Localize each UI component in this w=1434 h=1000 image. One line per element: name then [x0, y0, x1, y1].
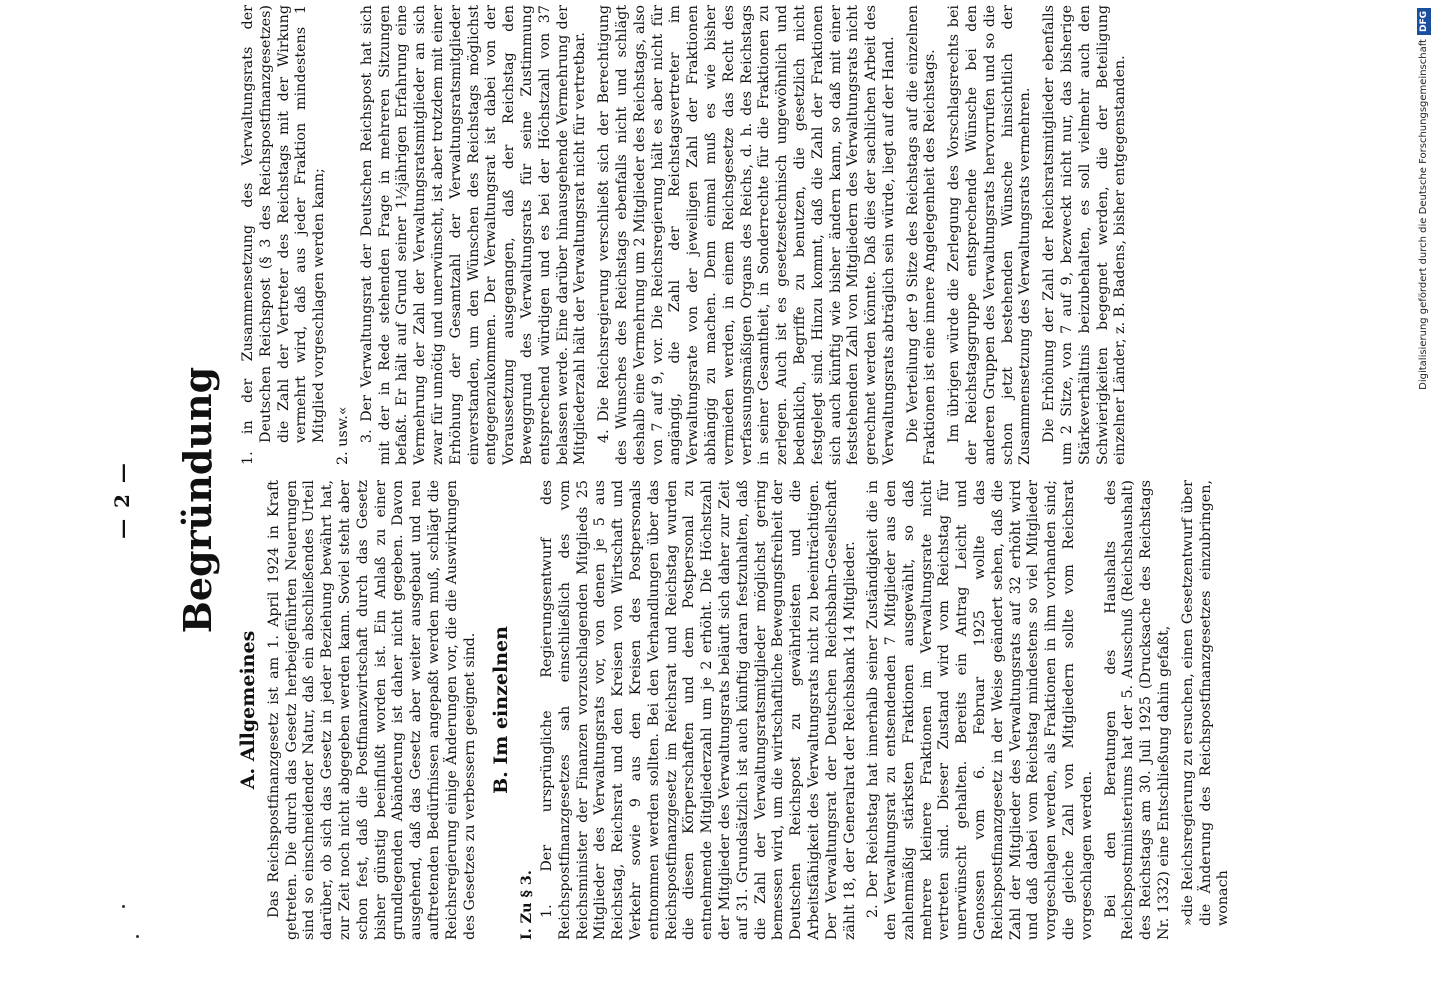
- page-number: — 2 —: [110, 461, 134, 539]
- section-a-paragraph: Das Reichspostfinanzgesetz ist am 1. April 1924 in Kraft getreten. Die durch das Gesetz herbeigeführten Neuerungen sind so einschneidender Natur, daß ein abschließendes Urteil darüber, ob sich das Gesetz in jeder Beziehung bewährt hat, zur Zeit noch nicht abgegeben werden kann. Soviel steht aber schon fest, daß die Postfinanzwirtschaft durch das Gesetz bisher günstig beeinflußt worden ist. Ein Anlaß zu einer grundlegenden Abänderung ist daher nicht gegeben. Davon ausgehend, daß das Gesetz aber weiter ausgebaut und neu auftretenden Bedürfnissen angepaßt werden muß, schlägt die Reichsregierung einige Änderungen vor, die die Auswirkungen des Gesetzes zu verbessern geeignet sind.: [265, 480, 478, 940]
- section-b-subheading: I. Zu § 3.: [519, 870, 536, 940]
- dfg-logo: DFG: [1417, 8, 1431, 35]
- credit-text: Digitalisierung gefördert durch die Deutsche Forschungsgemeinschaft: [1418, 39, 1429, 390]
- right-paragraph-7: Die Erhöhung der Zahl der Reichsratsmitglieder ebenfalls um 2 Sitze, von 7 auf 9, bezweckt nicht nur, das bisherige Stärkeverhältnis beizubehalten, es soll vielmehr auch den Schwierigkeiten begegnet werden, die der Beteiligung einzelner Länder, z. B. Badens, bisher entgegenstanden.: [1041, 5, 1129, 465]
- right-paragraph-6: Im übrigen würde die Zerlegung des Vorschlagsrechts bei der Reichstagsgruppe entsprechende Wünsche bei den anderen Gruppen des Verwaltungsrats hervorrufen und so die schon jetzt bestehenden Wünsche hinsichtlich der Zusammensetzung des Verwaltungsrats vermehren.: [946, 5, 1034, 465]
- section-b-title: B. Im einzelnen: [490, 626, 513, 794]
- digitization-sidebar: [1410, 8, 1432, 998]
- left-column: [237, 480, 1239, 940]
- digitization-credit: [1413, 8, 1434, 988]
- scan-speck: [122, 905, 125, 908]
- quote-item-2: 2. usw.«: [334, 406, 351, 465]
- section-a-title: A. Allgemeines: [237, 630, 259, 790]
- section-b-paragraph-2: 2. Der Reichstag hat innerhalb seiner Zuständigkeit die in den Verwaltungsrat zu entsendenden 7 Mitglieder aus den zahlenmäßig stärksten Fraktionen ausgewählt, so daß mehrere kleinere Fraktionen im Verwaltungsrate nicht vertreten sind. Dieser Zustand wird vom Reichstag für unerwünscht gehalten. Bereits ein Antrag Leicht und Genossen vom 6. Februar 1925 wollte das Reichspostfinanzgesetz in der Weise geändert sehen, daß die Zahl der Mitglieder des Verwaltungsrats auf 32 erhöht wird und daß dabei vom Reichstag mindestens so viel Mitglieder vorgeschlagen werden, als Fraktionen in ihm vorhanden sind; die gleiche Zahl von Mitgliedern sollte vom Reichsrat vorgeschlagen werden.: [865, 480, 1095, 940]
- document-page: [10, 0, 1390, 1000]
- section-b-paragraph-1: 1. Der ursprüngliche Regierungsentwurf des Reichspostfinanzgesetzes sah einschließlich des vom Reichsminister der Finanzen vorzuschlagenden Mitglieds 25 Mitglieder des Verwaltungsrats vor, von denen je 5 aus Reichstag, Reichsrat und den Kreisen von Wirtschaft und Verkehr sowie 9 aus den Kreisen des Postpersonals entnommen werden sollten. Bei den Verhandlungen über das Reichspostfinanzgesetz im Reichsrat und Reichstag wurden die diesen Körperschaften und dem Postpersonal zu entnehmende Mitgliederzahl um je 2 erhöht. Die Höchstzahl der Mitglieder des Verwaltungsrats beläuft sich daher zur Zeit auf 31. Grundsätzlich ist auch künftig daran festzuhalten, daß die Zahl der Verwaltungsratsmitglieder möglichst gering bemessen wird, um die wirtschaftliche Bewegungsfreiheit der Deutschen Reichspost zu gewährleisten und die Arbeitsfähigkeit des Verwaltungsrats nicht zu beeinträchtigen. Der Verwaltungsrat der Deutschen Reichsbahn-Gesellschaft zählt 18, der Generalrat der Reichsbank 14 Mitglieder.: [538, 480, 858, 940]
- section-b-quote: »die Reichsregierung zu ersuchen, einen Gesetzentwurf über die Änderung des Reichspostfinanzgesetzes einzubringen, wonach: [1179, 480, 1232, 926]
- document-heading: Begründung: [175, 366, 220, 634]
- section-b-paragraph-3: Bei den Beratungen des Haushalts des Reichspostministeriums hat der 5. Ausschuß (Reichshaushalt) des Reichstags am 30. Juli 1925 (Drucksache des Reichstags Nr. 1332) eine Entschließung dahin gefaßt,: [1102, 480, 1173, 940]
- right-paragraph-3: 3. Der Verwaltungsrat der Deutschen Reichspost hat sich mit der in Rede stehenden Frage in mehreren Sitzungen befaßt. Er hält auf Grund seiner 1½jährigen Erfahrung eine Vermehrung der Zahl der Verwaltungsratsmitglieder an sich zwar für unnötig und unerwünscht, ist aber trotzdem mit einer Erhöhung der Gesamtzahl der Verwaltungsratsmitglieder einverstanden, um den Wünschen des Reichstags möglichst entgegenzukommen. Der Verwaltungsrat ist dabei von der Voraussetzung ausgegangen, daß der Reichstag den Beweggrund des Verwaltungsrats für seine Zustimmung entsprechend würdigen und es bei der Höchstzahl von 37 belassen werde. Eine darüber hinausgehende Vermehrung der Mitgliederzahl hält der Verwaltungsrat nicht für vertretbar.: [358, 5, 589, 465]
- right-paragraph-5: Die Verteilung der 9 Sitze des Reichstags auf die einzelnen Fraktionen ist eine innere Angelegenheit des Reichstags.: [904, 5, 939, 465]
- right-paragraph-4: 4. Die Reichsregierung verschließt sich der Berechtigung des Wunsches des Reichstags ebenfalls nicht und schlägt deshalb eine Vermehrung um 2 Mitglieder des Reichstags, also von 7 auf 9, vor. Die Reichsregierung hält es aber nicht für angängig, die Zahl der Reichstagsvertreter im Verwaltungsrate von der jeweiligen Zahl der Fraktionen abhängig zu machen. Denn einmal muß es wie bisher vermieden werden, in einem Reichsgesetze das Recht des verfassungsmäßigen Organs des Reichs, d. h. des Reichstags in seiner Gesamtheit, in Sonderrechte für die Fraktionen zu zerlegen. Auch ist es gesetzestechnisch ungewöhnlich und bedenklich, Begriffe zu benutzen, die gesetzlich nicht festgelegt sind. Hinzu kommt, daß die Zahl der Fraktionen sich auch künftig wie bisher ändern kann, so daß mit einer feststehenden Zahl von Mitgliedern des Verwaltungsrats nicht gerechnet werden könnte. Daß dies der sachlichen Arbeit des Verwaltungsrats abträglich sein würde, liegt auf der Hand.: [596, 5, 897, 465]
- right-column: [240, 5, 1136, 465]
- quote-item-1: 1. in der Zusammensetzung des Verwaltungsrats der Deutschen Reichspost (§ 3 des Reichspostfinanzgesetzes) die Zahl der Vertreter des Reichstags mit der Wirkung vermehrt wird, daß aus jeder Fraktion mindestens 1 Mitglied vorgeschlagen werden kann;: [240, 5, 328, 465]
- scan-speck: [136, 935, 139, 938]
